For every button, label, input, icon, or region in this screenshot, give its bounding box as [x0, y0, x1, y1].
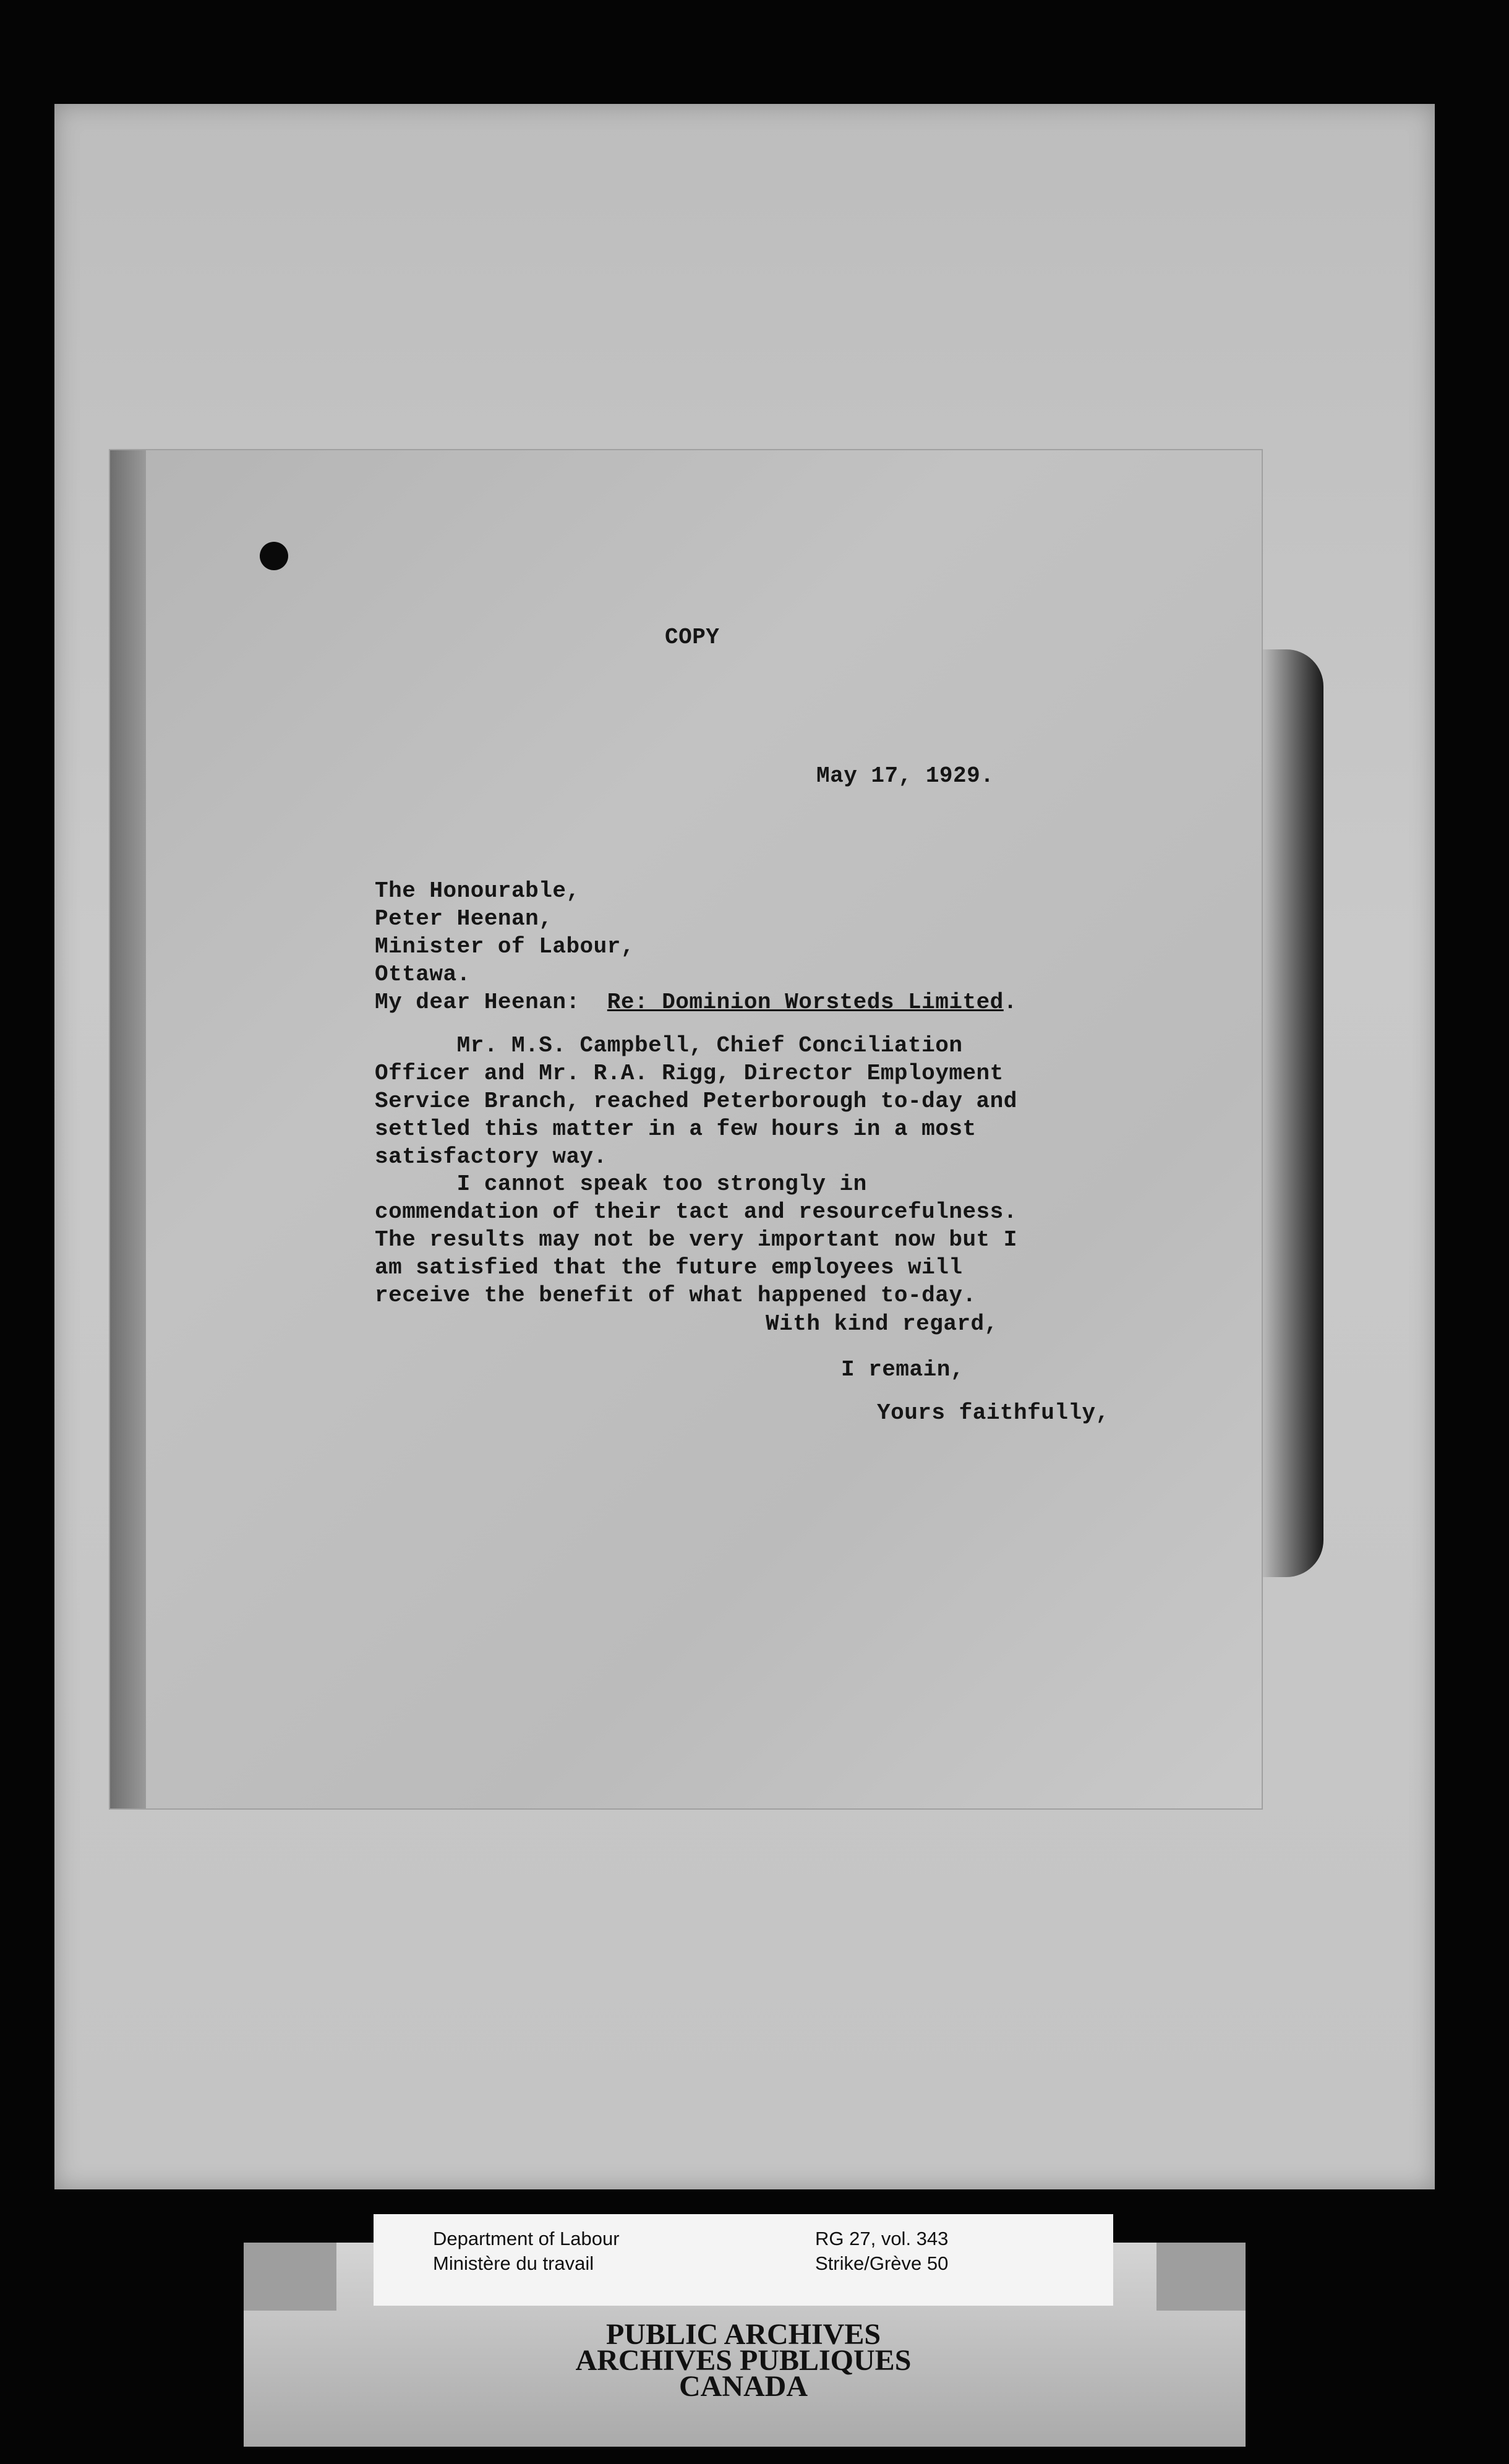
department-english: Department of Labour: [433, 2228, 620, 2249]
record-group-reference: RG 27, vol. 343: [815, 2228, 949, 2249]
letter-date: May 17, 1929.: [816, 763, 994, 789]
paragraph-line: am satisfied that the future employees will: [375, 1255, 963, 1280]
label-holder-tab-right: [1156, 2243, 1246, 2311]
closing-regard: With kind regard,: [766, 1311, 998, 1337]
punch-hole: [260, 542, 288, 570]
address-line: Minister of Labour,: [375, 934, 635, 959]
closing-signoff: Yours faithfully,: [877, 1400, 1109, 1426]
salutation-line: My dear Heenan: Re: Dominion Worsteds Limited.: [375, 990, 1017, 1015]
address-line: Peter Heenan,: [375, 906, 553, 931]
paragraph-line: Officer and Mr. R.A. Rigg, Director Employment: [375, 1061, 1004, 1086]
department-french: Ministère du travail: [433, 2252, 594, 2274]
paragraph-line: The results may not be very important now but I: [375, 1227, 1017, 1252]
archives-stamp: [374, 2318, 1113, 2403]
letter-left-edge: [110, 450, 146, 1808]
subject-line: Re: Dominion Worsteds Limited: [607, 990, 1004, 1015]
archive-label-card: [374, 2214, 1113, 2306]
stamp-line: CANADA: [679, 2370, 808, 2403]
paragraph-line: settled this matter in a few hours in a most: [375, 1116, 977, 1142]
address-line: The Honourable,: [375, 878, 580, 904]
salutation: My dear Heenan:: [375, 990, 580, 1015]
paragraph-line: Mr. M.S. Campbell, Chief Conciliation: [375, 1033, 963, 1058]
paragraph-1: [375, 1032, 1017, 1171]
paragraph-line: receive the benefit of what happened to-day.: [375, 1283, 977, 1308]
address-line: Ottawa.: [375, 962, 471, 987]
paragraph-line: Service Branch, reached Peterborough to-day and: [375, 1089, 1017, 1114]
strike-number: Strike/Grève 50: [815, 2252, 949, 2274]
closing-remain: I remain,: [841, 1357, 964, 1382]
curled-page-edge: [1262, 649, 1323, 1577]
label-holder-tab-left: [244, 2243, 336, 2311]
recipient-address: [375, 877, 635, 988]
stamp-line: PUBLIC ARCHIVES: [605, 2318, 881, 2351]
paragraph-2: [375, 1170, 1017, 1309]
paragraph-line: satisfactory way.: [375, 1144, 607, 1170]
paragraph-line: I cannot speak too strongly in: [375, 1171, 867, 1197]
stamp-line: ARCHIVES PUBLIQUES: [575, 2344, 912, 2377]
copy-mark: COPY: [665, 625, 720, 650]
paragraph-line: commendation of their tact and resourcefulness.: [375, 1199, 1017, 1225]
